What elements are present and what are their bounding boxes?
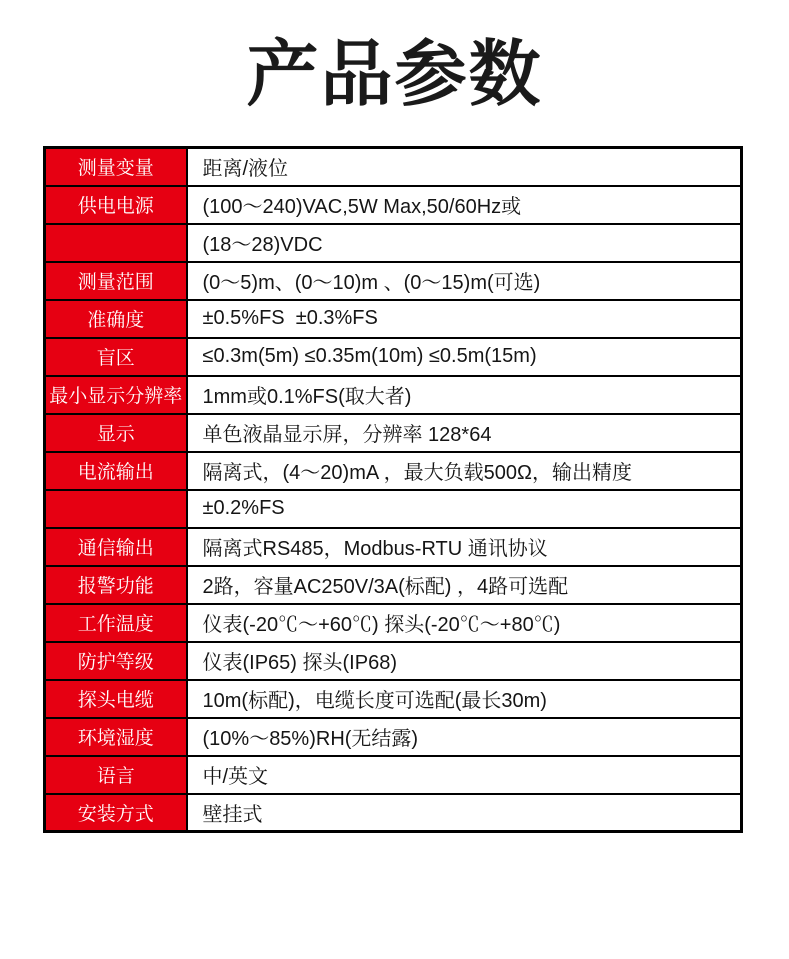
spec-label: 盲区	[45, 338, 187, 376]
spec-label: 准确度	[45, 300, 187, 338]
table-row	[45, 262, 742, 300]
spec-label: 工作温度	[45, 604, 187, 642]
table-row	[45, 604, 742, 642]
spec-value: 隔离式RS485，Modbus-RTU 通讯协议	[187, 528, 742, 566]
table-row	[45, 490, 742, 528]
spec-value: 壁挂式	[187, 794, 742, 832]
spec-value: (18～28)VDC	[187, 224, 742, 262]
table-row	[45, 338, 742, 376]
spec-value: 单色液晶显示屏，分辨率 128*64	[187, 414, 742, 452]
spec-value: 2路，容量AC250V/3A(标配) ，4路可选配	[187, 566, 742, 604]
spec-value: (0～5)m、(0～10)m 、(0～15)m(可选)	[187, 262, 742, 300]
spec-value: 仪表(-20℃～+60℃) 探头(-20℃～+80℃)	[187, 604, 742, 642]
spec-label: 显示	[45, 414, 187, 452]
spec-value: 1mm或0.1%FS(取大者)	[187, 376, 742, 414]
table-row	[45, 300, 742, 338]
spec-label: 语言	[45, 756, 187, 794]
table-row	[45, 794, 742, 832]
spec-value: 10m(标配)，电缆长度可选配(最长30m)	[187, 680, 742, 718]
table-row	[45, 186, 742, 224]
spec-value: 距离/液位	[187, 148, 742, 186]
spec-value: (100～240)VAC,5W Max,50/60Hz或	[187, 186, 742, 224]
spec-label: 探头电缆	[45, 680, 187, 718]
spec-value: (10%～85%)RH(无结露)	[187, 718, 742, 756]
spec-label: 通信输出	[45, 528, 187, 566]
table-row	[45, 566, 742, 604]
spec-label: 测量变量	[45, 148, 187, 186]
spec-label: 报警功能	[45, 566, 187, 604]
spec-value: 中/英文	[187, 756, 742, 794]
spec-table	[43, 146, 743, 833]
table-row	[45, 148, 742, 186]
spec-label: 环境湿度	[45, 718, 187, 756]
table-row	[45, 642, 742, 680]
spec-label: 供电电源	[45, 186, 187, 224]
spec-label: 测量范围	[45, 262, 187, 300]
spec-label: 防护等级	[45, 642, 187, 680]
spec-label: 电流输出	[45, 452, 187, 490]
page-title: 产品参数	[246, 35, 543, 115]
table-row	[45, 718, 742, 756]
spec-label: 安装方式	[45, 794, 187, 832]
spec-label: 最小显示分辨率	[45, 376, 187, 414]
spec-value: ±0.2%FS	[187, 490, 742, 528]
table-row	[45, 528, 742, 566]
table-row	[45, 224, 742, 262]
spec-value: ±0.5%FS ±0.3%FS	[187, 300, 742, 338]
spec-label	[45, 490, 187, 528]
spec-value: ≤0.3m(5m) ≤0.35m(10m) ≤0.5m(15m)	[187, 338, 742, 376]
spec-label	[45, 224, 187, 262]
spec-value: 仪表(IP65) 探头(IP68)	[187, 642, 742, 680]
table-row	[45, 376, 742, 414]
spec-value: 隔离式，(4～20)mA ，最大负载500Ω，输出精度	[187, 452, 742, 490]
table-row	[45, 414, 742, 452]
table-row	[45, 756, 742, 794]
table-row	[45, 680, 742, 718]
table-row	[45, 452, 742, 490]
